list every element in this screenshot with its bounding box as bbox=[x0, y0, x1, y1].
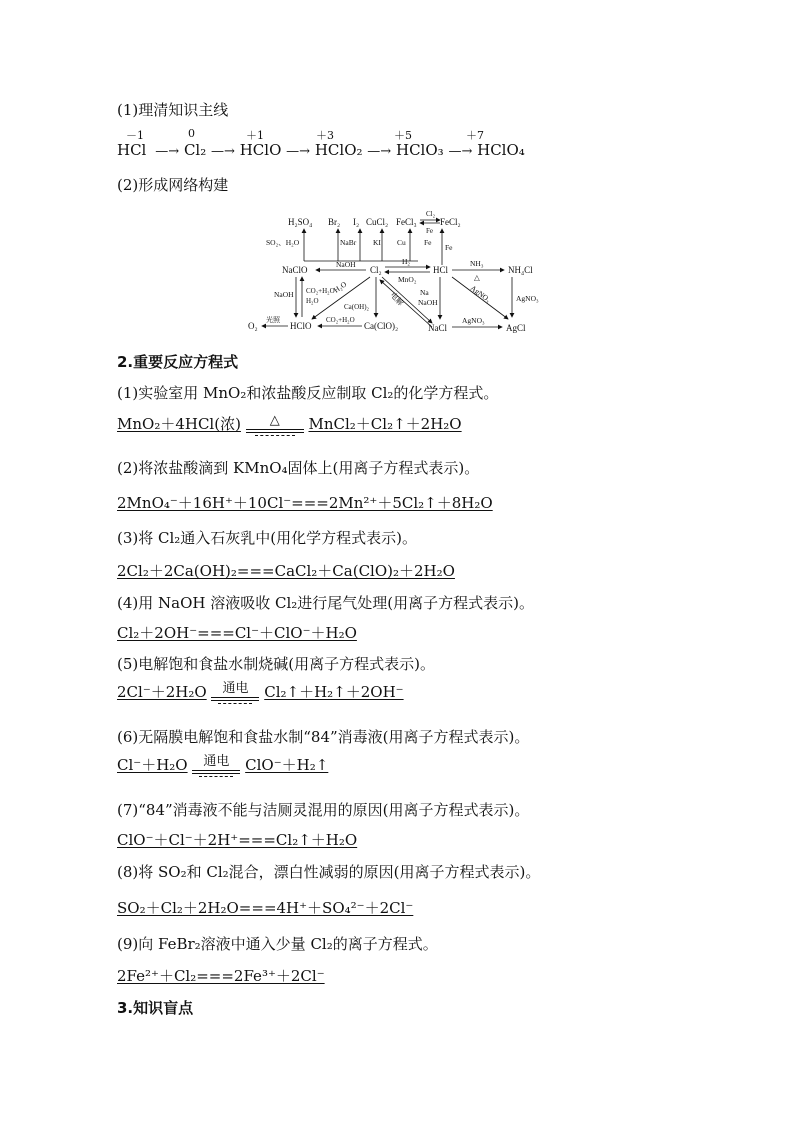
question-7: (7)“84”消毒液不能与洁厕灵混用的原因(用离子方程式表示)。 bbox=[117, 801, 530, 819]
node-nh4cl: NH₄Cl bbox=[508, 265, 533, 275]
ox-state: 0 bbox=[188, 127, 195, 140]
question-3: (3)将 Cl₂通入石灰乳中(用化学方程式表示)。 bbox=[117, 529, 418, 547]
ox-state: －1 bbox=[126, 129, 144, 142]
label-light: 光照 bbox=[266, 316, 280, 324]
node-h2so4: H₂SO₄ bbox=[288, 217, 313, 227]
subheading-main-line: (1)理清知识主线 bbox=[117, 101, 229, 119]
question-1: (1)实验室用 MnO₂和浓盐酸反应制取 Cl₂的化学方程式。 bbox=[117, 384, 499, 402]
subheading-network: (2)形成网络构建 bbox=[117, 176, 229, 194]
node-agcl: AgCl bbox=[506, 323, 526, 333]
node-hcl: HCl bbox=[433, 265, 449, 275]
ox-state: ＋5 bbox=[394, 129, 412, 142]
answer-4: Cl₂＋2OH⁻===Cl⁻＋ClO⁻＋H₂O bbox=[117, 624, 357, 642]
label-mno2: MnO₂ bbox=[398, 275, 417, 284]
condition-electrolysis: 通电 bbox=[222, 681, 249, 696]
answer-5 bbox=[117, 682, 404, 704]
label-cl2-top: Cl₂ bbox=[426, 210, 436, 218]
node-cucl2: CuCl₂ bbox=[366, 217, 389, 227]
label-nabr: NaBr bbox=[340, 238, 357, 247]
arrow-icon: —→ bbox=[211, 144, 235, 159]
question-6: (6)无隔膜电解饱和食盐水制“84”消毒液(用离子方程式表示)。 bbox=[117, 728, 530, 746]
species: HCl bbox=[117, 141, 147, 159]
node-fecl3: FeCl₃ bbox=[396, 217, 417, 227]
answer-right: MnCl₂＋Cl₂↑＋2H₂O bbox=[308, 415, 462, 433]
arrow-icon: —→ bbox=[151, 144, 180, 159]
label-co2-h2o-1: CO₂+H₂O bbox=[306, 287, 335, 295]
question-4: (4)用 NaOH 溶液吸收 Cl₂进行尾气处理(用离子方程式表示)。 bbox=[117, 594, 534, 612]
label-naoh-1: NaOH bbox=[336, 260, 356, 269]
node-naclo: NaClO bbox=[282, 265, 308, 275]
label-h2o-diag: H₂O bbox=[331, 279, 349, 295]
label-naoh-2: NaOH bbox=[274, 290, 294, 299]
equals-with-condition bbox=[192, 755, 240, 777]
answer-1 bbox=[117, 414, 462, 436]
node-hclo: HClO bbox=[290, 321, 312, 331]
label-heat: △ bbox=[474, 273, 480, 282]
condition-electrolysis: 通电 bbox=[203, 754, 230, 769]
answer-left: 2Cl⁻＋2H₂O bbox=[117, 683, 207, 701]
node-o2: O₂ bbox=[248, 321, 258, 331]
answer-right: ClO⁻＋H₂↑ bbox=[245, 756, 329, 774]
label-agno3-right: AgNO₃ bbox=[516, 294, 539, 303]
answer-3: 2Cl₂＋2Ca(OH)₂===CaCl₂＋Ca(ClO)₂＋2H₂O bbox=[117, 562, 455, 580]
answer-2: 2MnO₄⁻＋16H⁺＋10Cl⁻===2Mn²⁺＋5Cl₂↑＋8H₂O bbox=[117, 494, 493, 512]
answer-9: 2Fe²⁺＋Cl₂===2Fe³⁺＋2Cl⁻ bbox=[117, 967, 325, 985]
label-agno3-diag: AgNO₃ bbox=[468, 283, 493, 305]
question-8: (8)将 SO₂和 Cl₂混合，漂白性减弱的原因(用离子方程式表示)。 bbox=[117, 863, 541, 881]
node-i2: I₂ bbox=[353, 217, 360, 227]
label-nh3: NH₃ bbox=[470, 259, 484, 268]
section-title-equations: 2.重要反应方程式 bbox=[117, 353, 239, 371]
answer-right: Cl₂↑＋H₂↑＋2OH⁻ bbox=[264, 683, 404, 701]
condition-heat: △ bbox=[269, 413, 280, 428]
node-nacl: NaCl bbox=[428, 323, 447, 333]
node-caclo2: Ca(ClO)₂ bbox=[364, 321, 399, 331]
node-br2: Br₂ bbox=[328, 217, 341, 227]
answer-left: MnO₂＋4HCl(浓) bbox=[117, 415, 241, 433]
arrow-icon: —→ bbox=[448, 144, 473, 159]
species: HClO bbox=[239, 141, 282, 159]
chlorine-network-diagram bbox=[240, 205, 560, 340]
label-h2: H₂ bbox=[402, 257, 411, 266]
label-fe-right: Fe bbox=[445, 243, 453, 252]
equals-with-condition bbox=[246, 414, 304, 436]
chain-row bbox=[117, 140, 525, 162]
label-naoh-3: NaOH bbox=[418, 298, 438, 307]
ox-state: ＋7 bbox=[466, 129, 484, 142]
species: HClO₃ bbox=[395, 141, 444, 159]
answer-7: ClO⁻＋Cl⁻＋2H⁺===Cl₂↑＋H₂O bbox=[117, 831, 358, 849]
node-fecl2: FeCl₂ bbox=[440, 217, 461, 227]
question-2: (2)将浓盐酸滴到 KMnO₄固体上(用离子方程式表示)。 bbox=[117, 459, 480, 477]
label-cu: Cu bbox=[397, 238, 406, 247]
species: HClO₄ bbox=[477, 141, 525, 159]
question-9: (9)向 FeBr₂溶液中通入少量 Cl₂的离子方程式。 bbox=[117, 935, 438, 953]
label-so2-h2o: SO₂、H₂O bbox=[266, 238, 300, 247]
label-h2o-small: H₂O bbox=[306, 297, 319, 305]
label-na: Na bbox=[420, 288, 429, 297]
answer-6 bbox=[117, 755, 328, 777]
label-caoh2: Ca(OH)₂ bbox=[344, 303, 369, 311]
label-co2-h2o-2: CO₂+H₂O bbox=[326, 316, 355, 324]
label-agno3-bottom: AgNO₃ bbox=[462, 316, 485, 325]
species: Cl₂ bbox=[183, 141, 207, 159]
node-cl2: Cl₂ bbox=[370, 265, 382, 275]
arrow-icon: —→ bbox=[286, 144, 311, 159]
ox-state: ＋1 bbox=[246, 129, 264, 142]
arrow-icon: —→ bbox=[367, 144, 392, 159]
section-title-blind-spots: 3.知识盲点 bbox=[117, 999, 194, 1017]
label-fe-top: Fe bbox=[426, 227, 433, 235]
answer-left: Cl⁻＋H₂O bbox=[117, 756, 188, 774]
label-ki: KI bbox=[373, 238, 381, 247]
equals-with-condition bbox=[211, 682, 259, 704]
label-fe-vert: Fe bbox=[424, 238, 432, 247]
question-5: (5)电解饱和食盐水制烧碱(用离子方程式表示)。 bbox=[117, 655, 435, 673]
label-electrolysis: 电解 bbox=[388, 290, 406, 308]
species: HClO₂ bbox=[314, 141, 363, 159]
ox-state: ＋3 bbox=[316, 129, 334, 142]
answer-8: SO₂＋Cl₂＋2H₂O===4H⁺＋SO₄²⁻＋2Cl⁻ bbox=[117, 899, 414, 917]
